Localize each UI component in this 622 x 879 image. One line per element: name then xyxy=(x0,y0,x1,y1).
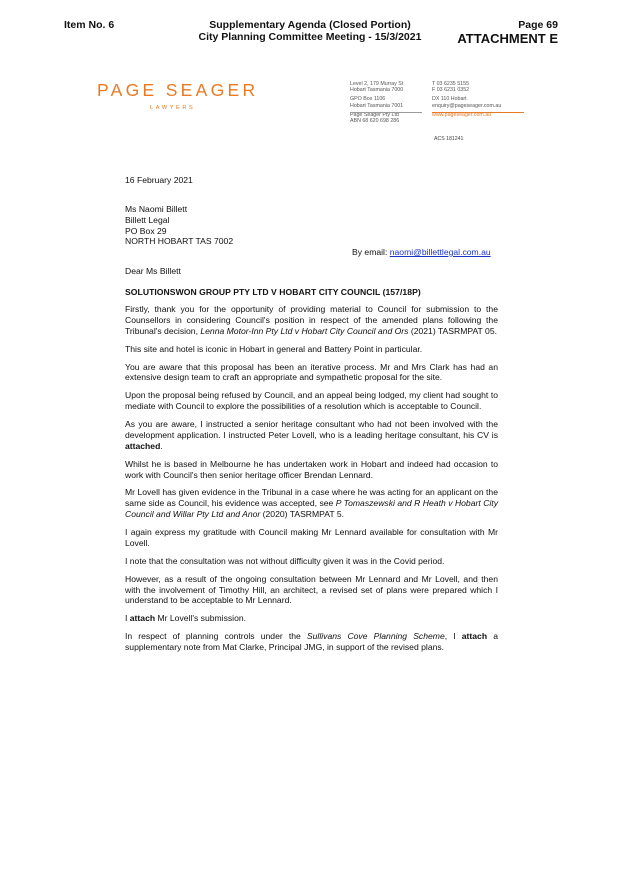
emphasis: attached xyxy=(125,440,161,451)
attachment-label: ATTACHMENT E xyxy=(457,31,558,46)
letterhead-divider xyxy=(350,112,422,113)
paragraph: However, as a result of the ongoing consultation between Mr Lennard and Mr Lovell, and then with the involvement of Timothy Hill, an architect, a revised set of plans were prepared which I understand to be acceptable to Mr Lennard. xyxy=(125,573,498,606)
firm-address-block xyxy=(350,81,403,124)
contact-phone: T 03 6235 5155 xyxy=(432,81,470,87)
emphasis: attach xyxy=(129,613,156,624)
paragraph: This site and hotel is iconic in Hobart in general and Battery Point in particular. xyxy=(125,343,423,354)
agenda-title-line1: Supplementary Agenda (Closed Portion) xyxy=(209,19,411,31)
paragraph-text: a supplementary note from Mat Clarke, Principal JMG, in support of the revised plans. xyxy=(125,631,498,653)
paragraph-text: (2021) TASRMPAT 05. xyxy=(408,325,497,336)
paragraph-text: . xyxy=(160,440,163,451)
letter-body xyxy=(125,304,498,660)
address-line: Page Seager Pty Ltd xyxy=(350,111,399,118)
paragraph-text: Mr Lovell has given evidence in the Tribunal in a case where he was acting for an applicant on the same side as Council, his evidence was accepted, see xyxy=(125,487,498,509)
paragraph: Upon the proposal being refused by Council, and an appeal being lodged, my client had sought to mediate with Council to explore the possibilities of a resolution which is acceptable to Council. xyxy=(125,390,498,412)
recipient-city: NORTH HOBART TAS 7002 xyxy=(125,236,234,247)
letterhead-divider-orange xyxy=(432,112,524,113)
address-line: GPO Box 1106 xyxy=(350,96,386,103)
paragraph: I again express my gratitude with Council making Mr Lennard available for consultation with Mr Lovell. xyxy=(125,527,498,548)
recipient-name: Ms Naomi Billett xyxy=(125,204,188,214)
contact-fax: F 03 6231 0352 xyxy=(432,87,470,94)
case-citation: Lenna Motor-Inn Pty Ltd v Hobart City Council and Ors xyxy=(200,325,409,336)
paragraph xyxy=(125,487,498,519)
address-line: Hobart Tasmania 7000 xyxy=(350,87,404,94)
paragraph-text: In respect of planning controls under the xyxy=(125,631,307,642)
firm-logo xyxy=(97,80,258,111)
agenda-title xyxy=(170,19,450,43)
paragraph-text: As you are aware, I instructed a senior heritage consultant who had not been involved with the development application. I instructed Peter Lovell, who is a leading heritage consultant, his CV is xyxy=(125,419,498,440)
acs-number: ACS 181241 xyxy=(434,136,464,142)
page-number: Page 69 xyxy=(518,19,558,31)
scheme-title: Sullivans Cove Planning Scheme xyxy=(306,631,445,642)
letter-date: 16 February 2021 xyxy=(125,175,193,185)
agenda-title-line2: City Planning Committee Meeting - 15/3/2021 xyxy=(198,31,422,43)
recipient-email-link[interactable]: naomi@billettlegal.com.au xyxy=(389,247,491,257)
by-email-label: By email: xyxy=(352,247,388,257)
address-line: Level 2, 179 Murray St xyxy=(350,81,404,87)
address-line: Hobart Tasmania 7001 xyxy=(350,102,404,109)
paragraph-text: (2020) TASRMPAT 5. xyxy=(260,509,345,520)
emphasis: attach xyxy=(461,631,488,642)
paragraph: You are aware that this proposal has been an iterative process. Mr and Mrs Clark has had an extensive design team to craft an appropriate and sympathetic proposal for the site. xyxy=(125,361,498,383)
address-line: ABN 68 620 698 286 xyxy=(350,118,400,125)
recipient-address xyxy=(125,204,233,247)
firm-logo-name: PAGE SEAGER xyxy=(97,80,259,100)
paragraph xyxy=(125,613,498,624)
firm-logo-subtitle: LAWYERS xyxy=(150,105,196,111)
salutation: Dear Ms Billett xyxy=(125,266,181,276)
paragraph xyxy=(125,419,498,451)
case-citation: P Tomaszewski and R Heath v Hobart City Council and Willar Pty Ltd and Anor xyxy=(125,498,498,520)
contact-email[interactable]: enquiry@pageseager.com.au xyxy=(432,102,502,109)
paragraph-text: Mr Lovell's submission. xyxy=(155,613,247,624)
paragraph: I note that the consultation was not without difficulty given it was in the Covid period. xyxy=(125,555,445,566)
paragraph xyxy=(125,631,498,653)
paragraph-text: , I xyxy=(444,631,462,642)
contact-dx: DX 110 Hobart xyxy=(432,96,467,103)
letter-subject: SOLUTIONSWON GROUP PTY LTD V HOBART CITY COUNCIL (157/18P) xyxy=(125,287,421,297)
contact-website[interactable]: www.pageseager.com.au xyxy=(432,111,492,118)
recipient-po-box: PO Box 29 xyxy=(125,225,167,236)
paragraph xyxy=(125,304,498,336)
paragraph-text: Firstly, thank you for the opportunity of providing material to Council for submission to the Counsellors in considering Council's position in respect of the amended plans following the Tribunal's decision, xyxy=(125,304,498,336)
delivery-method xyxy=(352,247,491,258)
paragraph-text: I xyxy=(125,613,130,624)
paragraph: Whilst he is based in Melbourne he has undertaken work in Hobart and indeed had occasion to work with Council's then senior heritage officer Brendan Lennard. xyxy=(125,458,498,480)
recipient-firm: Billett Legal xyxy=(125,214,170,225)
item-number: Item No. 6 xyxy=(64,19,115,31)
